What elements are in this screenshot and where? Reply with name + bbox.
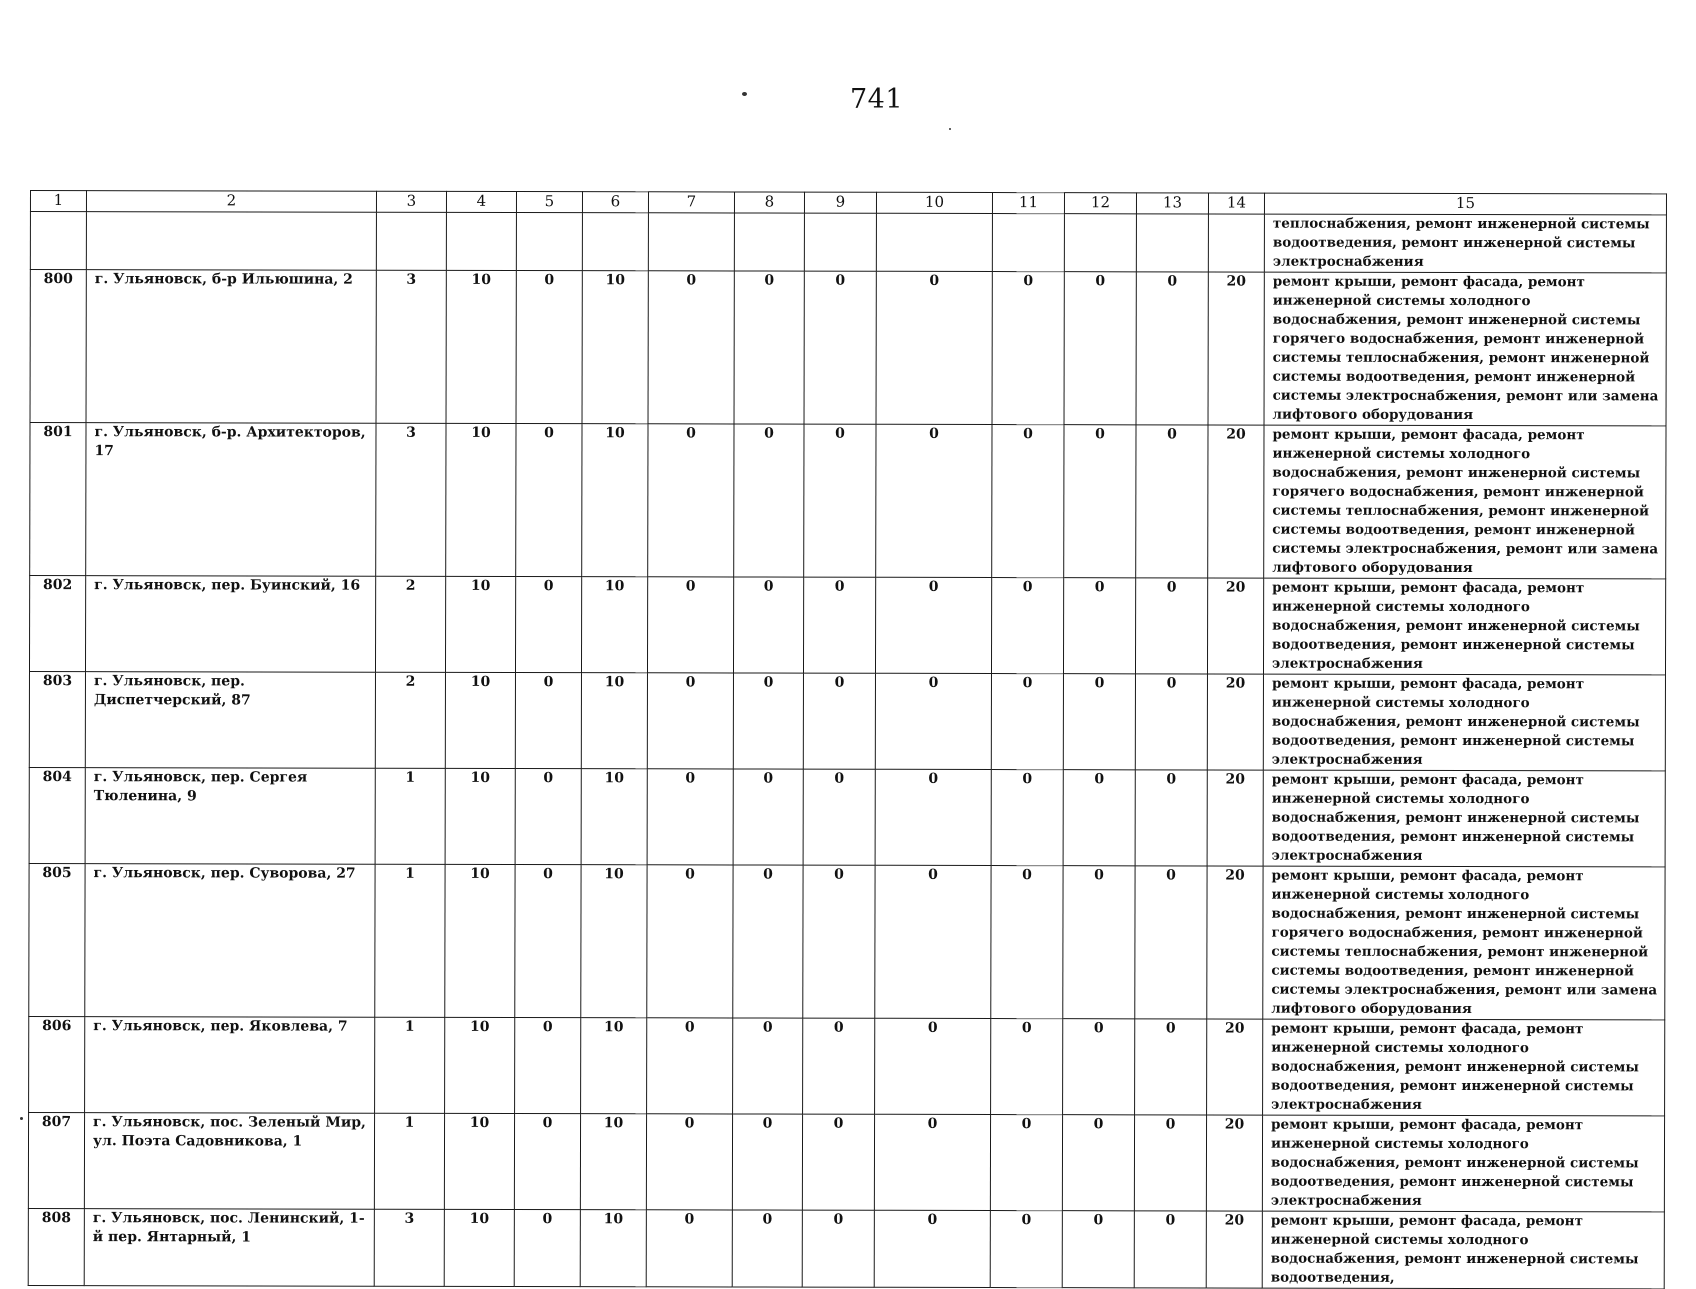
value-cell-c4: 10	[446, 270, 516, 423]
value-cell-c7: 0	[646, 1210, 732, 1287]
value-cell-c3: 3	[376, 270, 446, 423]
value-cell-c13: 0	[1135, 770, 1207, 866]
table-row	[29, 1016, 1665, 1115]
value-cell-c5: 0	[515, 1018, 581, 1114]
value-cell-c9: 0	[804, 424, 876, 577]
value-cell-c5: 0	[514, 1210, 580, 1287]
value-cell-c14: 20	[1207, 578, 1263, 674]
value-cell-c12: 0	[1063, 1019, 1135, 1115]
value-cell-c6: 10	[581, 865, 647, 1018]
address-cell: г. Ульяновск, пер. Яковлева, 7	[85, 1017, 375, 1114]
value-cell-c14: 20	[1206, 1211, 1262, 1288]
value-cell-c13: 0	[1135, 866, 1207, 1019]
works-description-cell: ремонт крыши, ремонт фасада, ремонт инженерной системы холодного водоснабжения, ремонт инженерной системы водоотведения,	[1262, 1211, 1664, 1289]
address-cell: г. Ульяновск, пер. Сергея Тюленина, 9	[85, 768, 375, 865]
value-cell-c7: 0	[647, 865, 733, 1018]
value-cell-c4: 10	[444, 1209, 514, 1286]
value-cell-c7: 0	[647, 1018, 733, 1114]
works-description-cell: ремонт крыши, ремонт фасада, ремонт инженерной системы холодного водоснабжения, ремонт инженерной системы горячего водоснабжения, ремонт инженерной системы теплоснабжения, ремонт инженерной системы водоотведения, ремонт инженерной системы электроснабжения, ремонт или замена лифтового оборудования	[1264, 425, 1666, 579]
address-cell: г. Ульяновск, б-р. Архитекторов, 17	[86, 423, 376, 577]
value-cell-c6: 10	[582, 271, 648, 424]
value-cell-c7: 0	[647, 577, 733, 673]
value-cell-c8: 0	[733, 577, 803, 673]
table-row	[28, 1208, 1664, 1288]
value-cell-c14: 20	[1208, 425, 1264, 578]
value-cell-c13: 0	[1135, 578, 1207, 674]
column-header-12: 12	[1064, 193, 1136, 214]
value-cell-c8	[734, 213, 804, 271]
value-cell-c5	[516, 213, 582, 271]
value-cell-c3: 1	[375, 864, 445, 1017]
value-cell-c10: 0	[874, 1114, 990, 1210]
value-cell-c6: 10	[581, 1018, 647, 1114]
value-cell-c10: 0	[875, 577, 991, 673]
value-cell-c8: 0	[733, 865, 803, 1018]
value-cell-c8: 0	[733, 769, 803, 865]
address-cell: г. Ульяновск, пос. Ленинский, 1-й пер. Янтарный, 1	[84, 1209, 374, 1287]
value-cell-c6: 10	[580, 1210, 646, 1287]
value-cell-c8: 0	[733, 673, 803, 769]
works-description-cell: ремонт крыши, ремонт фасада, ремонт инженерной системы холодного водоснабжения, ремонт инженерной системы водоотведения, ремонт инженерной системы электроснабжения	[1263, 1019, 1665, 1116]
value-cell-c11: 0	[991, 1019, 1063, 1115]
value-cell-c13: 0	[1134, 1115, 1206, 1211]
value-cell-c4: 10	[445, 768, 515, 864]
value-cell-c6: 10	[581, 673, 647, 769]
value-cell-c11: 0	[991, 578, 1063, 674]
value-cell-c14: 20	[1207, 866, 1263, 1019]
value-cell-c14: 20	[1206, 1115, 1262, 1211]
value-cell-c5: 0	[515, 865, 581, 1018]
value-cell-c6: 10	[580, 1114, 646, 1210]
value-cell-c12: 0	[1063, 578, 1135, 674]
value-cell-c7: 0	[648, 271, 734, 424]
value-cell-c11: 0	[992, 272, 1064, 425]
works-description-cell: ремонт крыши, ремонт фасада, ремонт инженерной системы холодного водоснабжения, ремонт инженерной системы водоотведения, ремонт инженерной системы электроснабжения	[1263, 674, 1665, 771]
value-cell-c3: 2	[375, 576, 445, 672]
column-header-14: 14	[1208, 193, 1264, 214]
value-cell-c10: 0	[876, 271, 992, 424]
value-cell-c7: 0	[646, 1114, 732, 1210]
value-cell-c12: 0	[1063, 866, 1135, 1019]
works-description-cell: ремонт крыши, ремонт фасада, ремонт инженерной системы холодного водоснабжения, ремонт инженерной системы горячего водоснабжения, ремонт инженерной системы теплоснабжения, ремонт инженерной системы водоотведения, ремонт инженерной системы электроснабжения, ремонт или замена лифтового оборудования	[1264, 272, 1666, 426]
column-header-1: 1	[30, 191, 86, 212]
value-cell-c9: 0	[802, 1114, 874, 1210]
value-cell-c9: 0	[803, 865, 875, 1018]
value-cell-c5: 0	[515, 769, 581, 865]
value-cell-c7: 0	[648, 424, 734, 577]
scan-speck	[742, 92, 747, 96]
page-number: 741	[850, 84, 904, 115]
value-cell-c4: 10	[445, 672, 515, 768]
row-number-cell: 804	[29, 767, 85, 863]
value-cell-c9: 0	[803, 577, 875, 673]
value-cell-c13	[1136, 214, 1208, 272]
value-cell-c10: 0	[875, 1018, 991, 1114]
value-cell-c5: 0	[516, 424, 582, 577]
row-number-cell: 808	[28, 1208, 84, 1285]
value-cell-c11: 0	[992, 425, 1064, 578]
value-cell-c8: 0	[732, 1114, 802, 1210]
value-cell-c11: 0	[991, 770, 1063, 866]
value-cell-c10: 0	[876, 424, 992, 577]
value-cell-c12: 0	[1064, 272, 1136, 425]
value-cell-c12: 0	[1062, 1115, 1134, 1211]
value-cell-c5: 0	[514, 1114, 580, 1210]
row-number-cell: 806	[29, 1016, 85, 1112]
value-cell-c7: 0	[647, 673, 733, 769]
value-cell-c12: 0	[1063, 770, 1135, 866]
column-header-8: 8	[734, 192, 804, 213]
address-cell: г. Ульяновск, пер. Суворова, 27	[85, 864, 375, 1018]
table-body	[28, 212, 1666, 1289]
column-header-10: 10	[876, 192, 992, 213]
value-cell-c3: 1	[375, 1017, 445, 1113]
value-cell-c12: 0	[1064, 425, 1136, 578]
value-cell-c10: 0	[875, 769, 991, 865]
table-row	[30, 212, 1666, 273]
value-cell-c4: 10	[445, 576, 515, 672]
value-cell-c9: 0	[803, 1018, 875, 1114]
column-header-6: 6	[582, 192, 648, 213]
value-cell-c6: 10	[581, 577, 647, 673]
value-cell-c11: 0	[991, 674, 1063, 770]
address-cell: г. Ульяновск, пос. Зеленый Мир, ул. Поэта Садовникова, 1	[84, 1113, 374, 1210]
row-number-cell: 803	[29, 672, 85, 768]
value-cell-c4: 10	[444, 1113, 514, 1209]
address-cell	[86, 212, 376, 271]
value-cell-c8: 0	[734, 271, 804, 424]
table-row	[29, 576, 1665, 675]
column-header-7: 7	[648, 192, 734, 213]
value-cell-c6: 10	[582, 424, 648, 577]
table-row	[28, 1112, 1664, 1211]
row-number-cell: 802	[29, 576, 85, 672]
value-cell-c5: 0	[515, 577, 581, 673]
value-cell-c3: 3	[374, 1209, 444, 1286]
value-cell-c3: 1	[374, 1113, 444, 1209]
address-cell: г. Ульяновск, б-р Ильюшина, 2	[86, 270, 376, 424]
value-cell-c14	[1208, 214, 1264, 272]
repair-table-wrapper	[28, 190, 1666, 1289]
value-cell-c9: 0	[803, 769, 875, 865]
value-cell-c3: 3	[376, 423, 446, 576]
value-cell-c8: 0	[732, 1210, 802, 1287]
works-description-cell: ремонт крыши, ремонт фасада, ремонт инженерной системы холодного водоснабжения, ремонт инженерной системы водоотведения, ремонт инженерной системы электроснабжения	[1263, 770, 1665, 867]
table-row	[30, 423, 1666, 579]
table-row	[30, 270, 1666, 426]
works-description-cell: ремонт крыши, ремонт фасада, ремонт инженерной системы холодного водоснабжения, ремонт инженерной системы горячего водоснабжения, ремонт инженерной системы теплоснабжения, ремонт инженерной системы водоотведения, ремонт инженерной системы электроснабжения, ремонт или замена лифтового оборудования	[1263, 866, 1665, 1020]
value-cell-c8: 0	[734, 424, 804, 577]
row-number-cell: 807	[28, 1112, 84, 1208]
value-cell-c6	[582, 213, 648, 271]
value-cell-c14: 20	[1207, 1019, 1263, 1115]
value-cell-c11: 0	[991, 866, 1063, 1019]
address-cell: г. Ульяновск, пер. Буинский, 16	[85, 576, 375, 673]
value-cell-c13: 0	[1135, 674, 1207, 770]
value-cell-c9	[804, 213, 876, 271]
value-cell-c5: 0	[515, 673, 581, 769]
value-cell-c13: 0	[1134, 1211, 1206, 1288]
value-cell-c14: 20	[1208, 272, 1264, 425]
value-cell-c10	[876, 213, 992, 271]
column-header-11: 11	[992, 193, 1064, 214]
column-header-2: 2	[86, 191, 376, 213]
column-header-9: 9	[804, 192, 876, 213]
value-cell-c12	[1064, 214, 1136, 272]
works-description-cell: теплоснабжения, ремонт инженерной системы водоотведения, ремонт инженерной системы электроснабжения	[1264, 214, 1666, 273]
table-row	[29, 767, 1665, 866]
value-cell-c7	[648, 213, 734, 271]
address-cell: г. Ульяновск, пер. Диспетчерский, 87	[85, 672, 375, 769]
value-cell-c4: 10	[445, 864, 515, 1017]
value-cell-c4	[446, 212, 516, 270]
row-number-cell: 801	[30, 423, 86, 576]
value-cell-c9: 0	[804, 271, 876, 424]
value-cell-c3	[376, 212, 446, 270]
value-cell-c8: 0	[733, 1018, 803, 1114]
column-header-13: 13	[1136, 193, 1208, 214]
value-cell-c13: 0	[1135, 1019, 1207, 1115]
column-header-4: 4	[446, 191, 516, 212]
value-cell-c9: 0	[803, 673, 875, 769]
scan-speck	[20, 1117, 23, 1120]
value-cell-c10: 0	[874, 1210, 990, 1287]
table-row	[29, 672, 1665, 771]
value-cell-c10: 0	[875, 673, 991, 769]
value-cell-c3: 2	[375, 672, 445, 768]
column-header-15: 15	[1264, 193, 1666, 215]
value-cell-c14: 20	[1207, 770, 1263, 866]
value-cell-c11	[992, 214, 1064, 272]
works-description-cell: ремонт крыши, ремонт фасада, ремонт инженерной системы холодного водоснабжения, ремонт инженерной системы водоотведения, ремонт инженерной системы электроснабжения	[1262, 1115, 1664, 1212]
row-number-cell	[30, 212, 86, 270]
value-cell-c10: 0	[875, 865, 991, 1018]
value-cell-c11: 0	[990, 1211, 1062, 1288]
value-cell-c11: 0	[990, 1115, 1062, 1211]
value-cell-c13: 0	[1136, 425, 1208, 578]
value-cell-c3: 1	[375, 768, 445, 864]
repair-table	[28, 190, 1667, 1289]
value-cell-c4: 10	[445, 1017, 515, 1113]
scan-speck	[949, 128, 951, 130]
row-number-cell: 805	[29, 863, 85, 1016]
column-header-5: 5	[516, 192, 582, 213]
value-cell-c13: 0	[1136, 272, 1208, 425]
value-cell-c4: 10	[446, 423, 516, 576]
value-cell-c7: 0	[647, 769, 733, 865]
value-cell-c12: 0	[1063, 674, 1135, 770]
value-cell-c14: 20	[1207, 674, 1263, 770]
column-header-3: 3	[376, 191, 446, 212]
value-cell-c12: 0	[1062, 1211, 1134, 1288]
table-row	[29, 863, 1665, 1019]
value-cell-c6: 10	[581, 769, 647, 865]
works-description-cell: ремонт крыши, ремонт фасада, ремонт инженерной системы холодного водоснабжения, ремонт инженерной системы водоотведения, ремонт инженерной системы электроснабжения	[1263, 578, 1665, 675]
value-cell-c5: 0	[516, 271, 582, 424]
value-cell-c9: 0	[802, 1210, 874, 1287]
row-number-cell: 800	[30, 270, 86, 423]
